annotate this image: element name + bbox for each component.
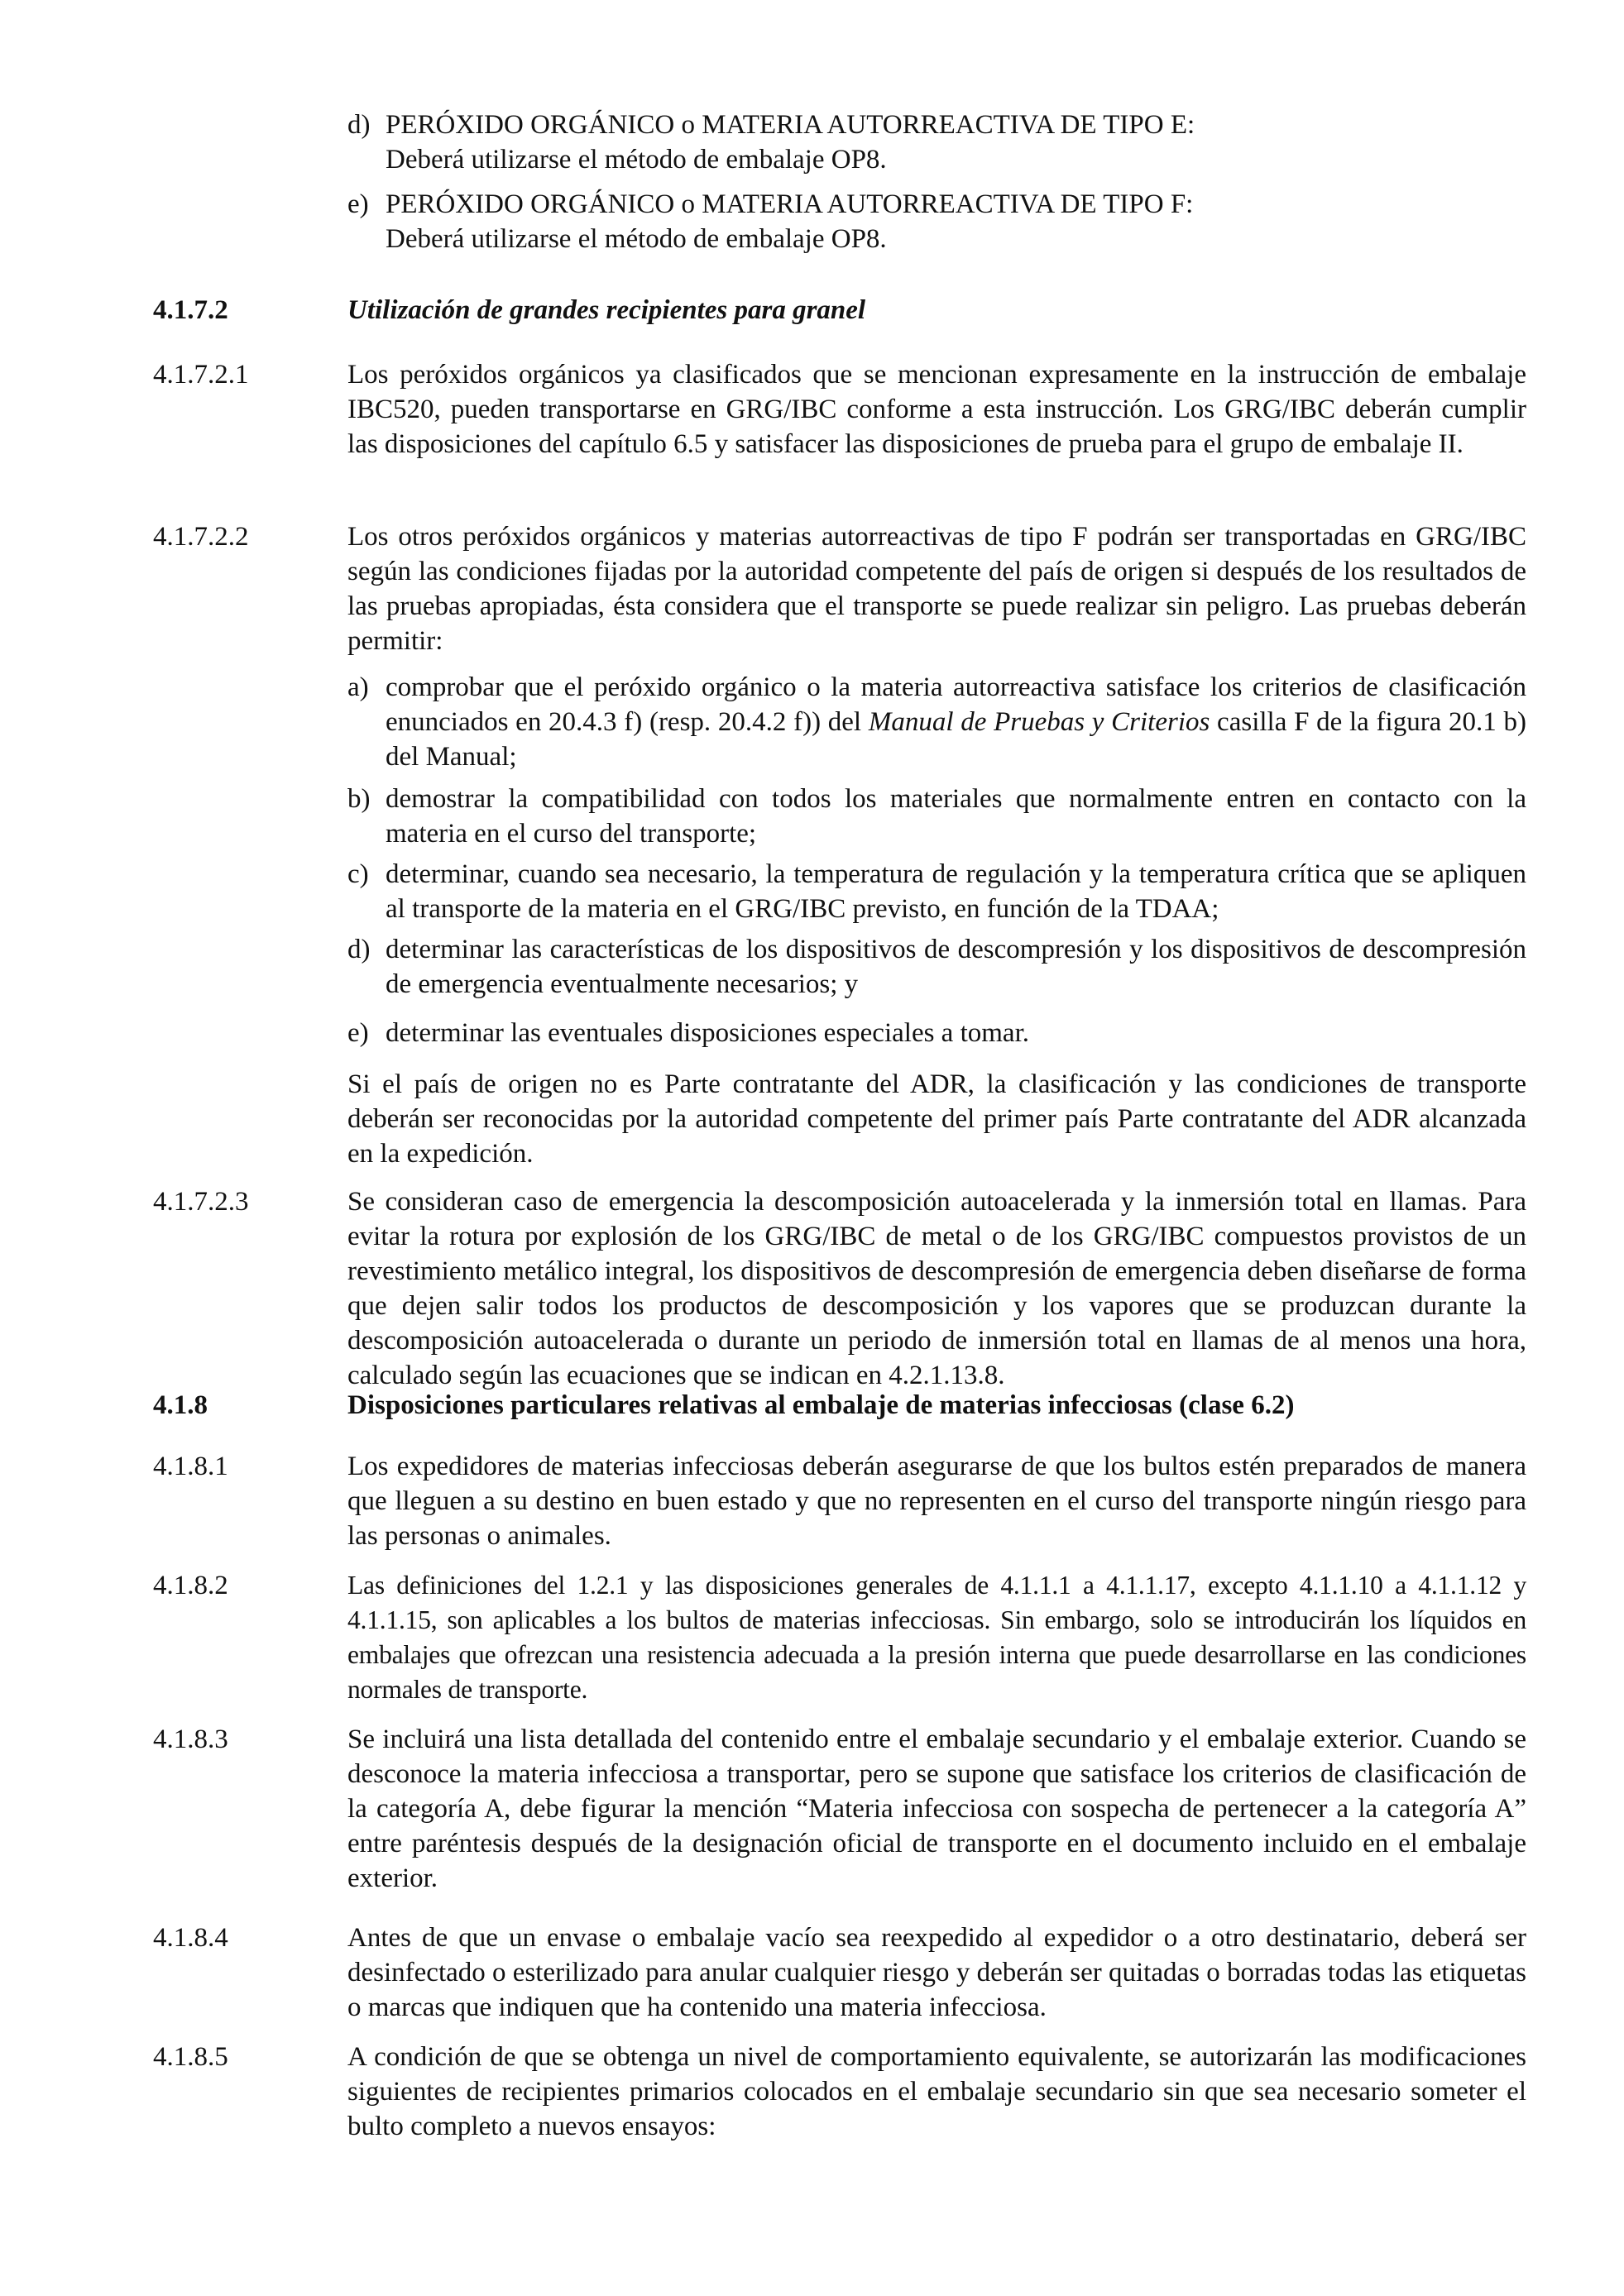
paragraph-number: 4.1.8.1 bbox=[153, 1452, 228, 1481]
paragraph-text: Los otros peróxidos orgánicos y materias autorreactivas de tipo F podrán ser transportadas en GRG/IBC según las condiciones fijadas por la autoridad competente del país de origen si después de los resultados de las pruebas apropiadas, ésta considera que el transporte se puede realizar sin peligro. Las pruebas deberán permitir: bbox=[347, 522, 1526, 656]
paragraph-number: 4.1.8.3 bbox=[153, 1724, 228, 1754]
list-item-text: determinar las características de los dispositivos de descompresión y los dispositivos de descompresión de emergencia eventualmente necesarios; y bbox=[386, 935, 1526, 999]
list-item-text: demostrar la compatibilidad con todos los materiales que normalmente entren en contacto con la materia en el curso del transporte; bbox=[386, 784, 1526, 849]
list-item-text: Deberá utilizarse el método de embalaje OP8. bbox=[386, 145, 887, 175]
paragraph-number: 4.1.7.2.2 bbox=[153, 522, 249, 552]
paragraph-text: Se incluirá una lista detallada del contenido entre el embalaje secundario y el embalaje exterior. Cuando se desconoce la materia infecciosa a transportar, pero se supone que satisface los criterios de clasificación de la categoría A, debe figurar la mención “Materia infecciosa con sospecha de pertenecer a la categoría A” entre paréntesis después de la designación oficial de transporte en el documento incluido en el embalaje exterior. bbox=[347, 1724, 1526, 1893]
list-item-text: determinar las eventuales disposiciones especiales a tomar. bbox=[386, 1018, 1029, 1048]
manual-title: Manual de Pruebas y Criterios bbox=[868, 707, 1210, 737]
list-label: b) bbox=[347, 784, 371, 814]
paragraph-text: Antes de que un envase o embalaje vacío sea reexpedido al expedidor o a otro destinatario, deberá ser desinfectado o esterilizado para anular cualquier riesgo y deberán ser quitadas o borradas todas las etiquetas o marcas que indiquen que ha contenido una materia infecciosa. bbox=[347, 1923, 1526, 2022]
list-item-c bbox=[347, 857, 1526, 926]
list-label: a) bbox=[347, 672, 369, 702]
paragraph-number: 4.1.7.2.1 bbox=[153, 360, 249, 390]
list-item-text: Deberá utilizarse el método de embalaje OP8. bbox=[386, 224, 887, 254]
paragraph-number: 4.1.8.5 bbox=[153, 2042, 228, 2072]
list-item-text: comprobar que el peróxido orgánico o la materia autorreactiva satisface los criterios de clasificación enunciados en 20.4.3 f) (resp. 20.4.2 f)) del Manual de Pruebas y Criterios casilla F de la figura 20.1 b) del Manual; bbox=[386, 672, 1527, 772]
section-title: Disposiciones particulares relativas al embalaje de materias infecciosas (clase 6.2) bbox=[347, 1390, 1295, 1420]
paragraph-number: 4.1.8.2 bbox=[153, 1571, 228, 1600]
paragraph-text: Si el país de origen no es Parte contratante del ADR, la clasificación y las condiciones de transporte deberán ser reconocidas por la autoridad competente del primer país Parte contratante del ADR alcanzada en la expedición. bbox=[347, 1069, 1526, 1169]
paragraph-text: Se consideran caso de emergencia la descomposición autoacelerada y la inmersión total en llamas. Para evitar la rotura por explosión de los GRG/IBC de metal o de los GRG/IBC compuestos provistos de un revestimiento metálico integral, los dispositivos de descompresión de emergencia deben diseñarse de forma que dejen salir todos los productos de descomposición y los vapores que se produzcan durante la descomposición autoacelerada o durante un periodo de inmersión total en llamas de al menos una hora, calculado según las ecuaciones que se indican en 4.2.1.13.8. bbox=[347, 1187, 1526, 1390]
list-item-b bbox=[347, 782, 1526, 851]
section-number: 4.1.7.2 bbox=[153, 295, 228, 325]
list-item-text: determinar, cuando sea necesario, la temperatura de regulación y la temperatura crítica que se apliquen al transporte de la materia en el GRG/IBC previsto, en función de la TDAA; bbox=[386, 859, 1526, 924]
list-item-d-type-e bbox=[347, 108, 1526, 177]
list-item-text: PERÓXIDO ORGÁNICO o MATERIA AUTORREACTIVA DE TIPO E: bbox=[386, 110, 1195, 140]
paragraph-number: 4.1.8.4 bbox=[153, 1923, 228, 1953]
paragraph-text: A condición de que se obtenga un nivel de comportamiento equivalente, se autorizarán las modificaciones siguientes de recipientes primarios colocados en el embalaje secundario sin que sea necesario someter el bulto completo a nuevos ensayos: bbox=[347, 2042, 1526, 2141]
list-label: d) bbox=[347, 110, 371, 140]
list-item-a bbox=[347, 670, 1526, 774]
paragraph-number: 4.1.7.2.3 bbox=[153, 1187, 249, 1217]
section-number: 4.1.8 bbox=[153, 1390, 208, 1420]
paragraph-text: Los expedidores de materias infecciosas deberán asegurarse de que los bultos estén preparados de manera que lleguen a su destino en buen estado y que no representen en el curso del transporte ningún riesgo para las personas o animales. bbox=[347, 1452, 1526, 1551]
list-label: e) bbox=[347, 189, 369, 219]
paragraph-text: Las definiciones del 1.2.1 y las disposiciones generales de 4.1.1.1 a 4.1.1.17, excepto 4.1.1.10 a 4.1.1.12 y 4.1.1.15, son aplicables a los bultos de materias infecciosas. Sin embargo, solo se introducirán los líquidos en embalajes que ofrezcan una resistencia adecuada a la presión interna que puede desarrollarse en las condiciones normales de transporte. bbox=[347, 1571, 1526, 1704]
section-title: Utilización de grandes recipientes para granel bbox=[347, 295, 866, 325]
list-label: e) bbox=[347, 1018, 369, 1048]
list-item-text: PERÓXIDO ORGÁNICO o MATERIA AUTORREACTIVA DE TIPO F: bbox=[386, 189, 1194, 219]
list-label: d) bbox=[347, 935, 371, 964]
list-label: c) bbox=[347, 859, 369, 889]
list-item-d bbox=[347, 932, 1526, 1002]
paragraph-text: Los peróxidos orgánicos ya clasificados que se mencionan expresamente en la instrucción de embalaje IBC520, pueden transportarse en GRG/IBC conforme a esta instrucción. Los GRG/IBC deberán cumplir las disposiciones del capítulo 6.5 y satisfacer las disposiciones de prueba para el grupo de embalaje II. bbox=[347, 360, 1526, 459]
list-item-e bbox=[347, 1016, 1526, 1050]
list-item-e-type-f bbox=[347, 187, 1526, 256]
